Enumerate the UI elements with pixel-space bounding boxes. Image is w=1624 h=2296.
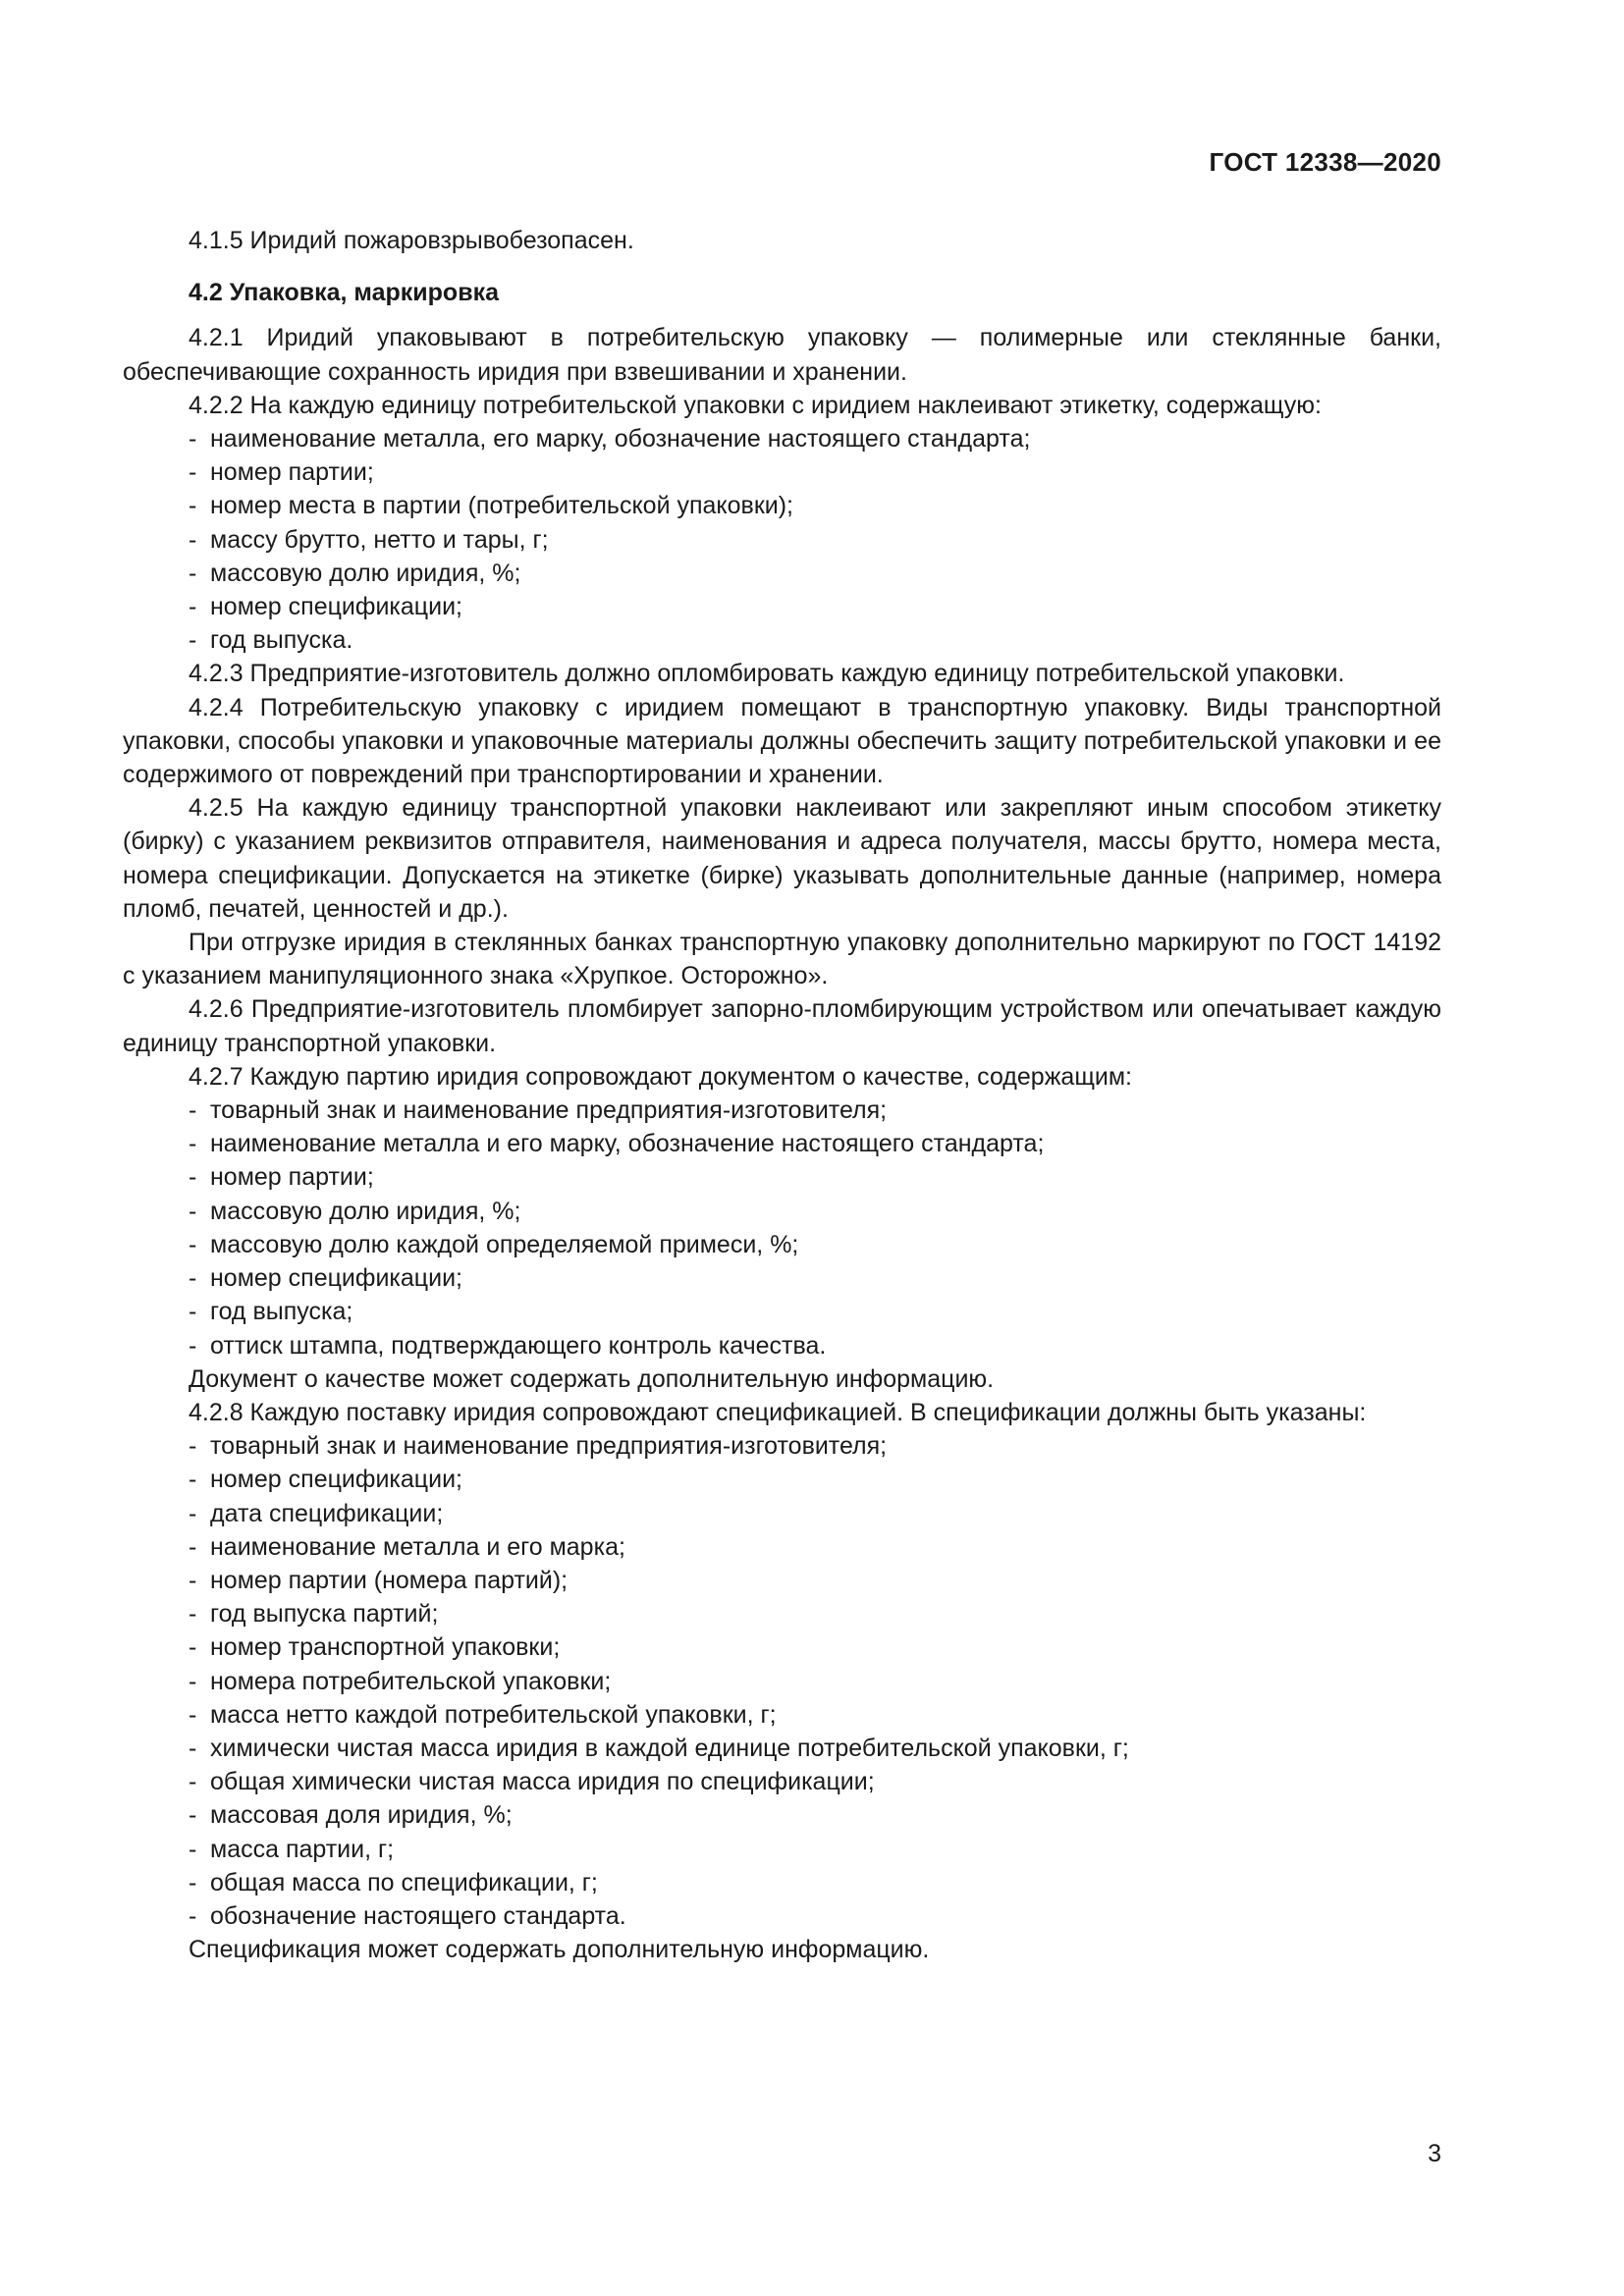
list-item <box>123 1497 1441 1530</box>
list-dash: - <box>189 1230 197 1258</box>
document-id: ГОСТ 12338—2020 <box>1209 147 1441 177</box>
paragraph-4-2-6: 4.2.6 Предприятие-изготовитель пломбирует запорно-пломбирующим устройством или опечатывает каждую единицу транспортной упаковки. <box>123 995 1441 1057</box>
list-dash: - <box>189 1868 197 1896</box>
paragraph-4-2-8: 4.2.8 Каждую поставку иридия сопровождают спецификацией. В спецификации должны быть указаны: <box>189 1398 1367 1426</box>
paragraph-specification: Спецификация может содержать дополнительную информацию. <box>189 1936 930 1964</box>
list-dash: - <box>189 1835 197 1863</box>
list-dash: - <box>189 1633 197 1662</box>
list-item <box>123 1127 1441 1160</box>
paragraph-4-2-3: 4.2.3 Предприятие-изготовитель должно опломбировать каждую единицу потребительской упаковки. <box>189 660 1345 688</box>
list-item-text: номер спецификации; <box>210 593 462 621</box>
list-item <box>123 1329 1441 1362</box>
list-item-text: номер партии (номера партий); <box>210 1566 568 1594</box>
list-item-text: массовую долю иридия, %; <box>210 1197 521 1225</box>
list-item <box>123 590 1441 623</box>
list-4-2-7 <box>123 1094 1441 1362</box>
list-item-text: массовая доля иридия, %; <box>210 1801 513 1830</box>
list-item-text: масса нетто каждой потребительской упаковки, г; <box>210 1700 777 1729</box>
list-dash: - <box>189 1466 197 1494</box>
list-dash: - <box>189 1331 197 1360</box>
section-title-4-2: 4.2 Упаковка, маркировка <box>189 279 499 307</box>
list-dash: - <box>189 1197 197 1225</box>
paragraph-4-1-5: 4.1.5 Иридий пожаровзрывобезопасен. <box>189 227 634 254</box>
list-item-text: номер транспортной упаковки; <box>210 1633 561 1662</box>
list-dash: - <box>189 492 197 520</box>
list-item <box>123 1630 1441 1664</box>
list-dash: - <box>189 1432 197 1461</box>
paragraph-4-2-7: 4.2.7 Каждую партию иридия сопровождают документом о качестве, содержащим: <box>189 1062 1132 1091</box>
list-item <box>123 422 1441 455</box>
page-number: 3 <box>1428 2140 1441 2167</box>
list-dash: - <box>189 559 197 587</box>
list-item <box>123 1833 1441 1866</box>
list-dash: - <box>189 1700 197 1729</box>
document-body <box>123 224 1441 1966</box>
list-item <box>123 1698 1441 1732</box>
list-item <box>123 523 1441 557</box>
list-item <box>123 1866 1441 1899</box>
list-dash: - <box>189 593 197 621</box>
list-dash: - <box>189 1264 197 1293</box>
list-item-text: химически чистая масса иридия в каждой единице потребительской упаковки, г; <box>210 1734 1129 1762</box>
list-item-text: год выпуска; <box>210 1298 353 1326</box>
list-item <box>123 1530 1441 1564</box>
list-item <box>123 1463 1441 1496</box>
list-item <box>123 455 1441 489</box>
list-item <box>123 1261 1441 1295</box>
list-item <box>123 557 1441 590</box>
list-item <box>123 1732 1441 1765</box>
list-4-2-2 <box>123 422 1441 657</box>
list-item-text: наименование металла и его марка; <box>210 1532 625 1561</box>
list-dash: - <box>189 1532 197 1561</box>
list-item-text: товарный знак и наименование предприятия-изготовителя; <box>210 1432 888 1461</box>
list-item <box>123 1765 1441 1798</box>
list-dash: - <box>189 1734 197 1762</box>
list-item-text: номера потребительской упаковки; <box>210 1667 612 1695</box>
list-item <box>123 1665 1441 1698</box>
list-item-text: массовую долю иридия, %; <box>210 559 521 587</box>
list-item-text: массовую долю каждой определяемой примеси, %; <box>210 1230 799 1258</box>
list-item-text: номер партии; <box>210 1163 374 1192</box>
list-item-text: общая масса по спецификации, г; <box>210 1868 598 1896</box>
list-item <box>123 1899 1441 1933</box>
paragraph-glass-shipping: При отгрузке иридия в стеклянных банках транспортную упаковку дополнительно маркируют по ГОСТ 14192 с указанием манипуляционного знака «Хрупкое. Осторожно». <box>123 929 1441 990</box>
paragraph-4-2-2: 4.2.2 На каждую единицу потребительской упаковки с иридием наклеивают этикетку, содержащую: <box>189 391 1322 419</box>
list-item-text: номер места в партии (потребительской упаковки); <box>210 492 793 520</box>
list-dash: - <box>189 1130 197 1158</box>
list-dash: - <box>189 1566 197 1594</box>
list-item <box>123 1295 1441 1328</box>
list-item-text: номер спецификации; <box>210 1466 462 1494</box>
list-dash: - <box>189 1499 197 1527</box>
list-item-text: дата спецификации; <box>210 1499 444 1527</box>
list-item-text: товарный знак и наименование предприятия-изготовителя; <box>210 1096 888 1125</box>
list-dash: - <box>189 1901 197 1930</box>
list-item-text: год выпуска. <box>210 626 353 655</box>
list-item-text: масса партии, г; <box>210 1835 395 1863</box>
list-item <box>123 1195 1441 1228</box>
list-item <box>123 489 1441 522</box>
list-dash: - <box>189 1768 197 1796</box>
paragraph-4-2-4: 4.2.4 Потребительскую упаковку с иридием помещают в транспортную упаковку. Виды транспортной упаковки, способы упаковки и упаковочные материалы должны обеспечить защиту потребительской упаковки и ее содержимого от повреждений при транспортировании и хранении. <box>123 693 1441 789</box>
list-dash: - <box>189 425 197 454</box>
paragraph-4-2-1: 4.2.1 Иридий упаковывают в потребительскую упаковку — полимерные или стеклянные банки, обеспечивающие сохранность иридия при взвешивании и хранении. <box>123 324 1441 386</box>
list-dash: - <box>189 1667 197 1695</box>
list-item-text: оттиск штампа, подтверждающего контроль качества. <box>210 1331 827 1360</box>
list-dash: - <box>189 1298 197 1326</box>
list-4-2-8 <box>123 1429 1441 1933</box>
list-item <box>123 1597 1441 1630</box>
list-item-text: номер партии; <box>210 458 374 487</box>
list-item <box>123 1228 1441 1261</box>
list-item-text: номер спецификации; <box>210 1264 462 1293</box>
list-dash: - <box>189 525 197 554</box>
list-dash: - <box>189 1801 197 1830</box>
list-dash: - <box>189 626 197 655</box>
list-item-text: массу брутто, нетто и тары, г; <box>210 525 549 554</box>
list-item <box>123 1160 1441 1194</box>
list-item-text: обозначение настоящего стандарта. <box>210 1901 626 1930</box>
list-item-text: наименование металла, его марку, обозначение настоящего стандарта; <box>210 425 1031 454</box>
list-item <box>123 1564 1441 1597</box>
list-dash: - <box>189 1600 197 1629</box>
list-item <box>123 1429 1441 1463</box>
list-dash: - <box>189 1096 197 1125</box>
list-item-text: общая химически чистая масса иридия по спецификации; <box>210 1768 875 1796</box>
list-item-text: наименование металла и его марку, обозначение настоящего стандарта; <box>210 1130 1045 1158</box>
paragraph-quality-doc: Документ о качестве может содержать дополнительную информацию. <box>189 1364 995 1393</box>
list-dash: - <box>189 458 197 487</box>
list-item <box>123 1094 1441 1127</box>
list-item <box>123 1798 1441 1832</box>
list-item-text: год выпуска партий; <box>210 1600 439 1629</box>
list-dash: - <box>189 1163 197 1192</box>
paragraph-4-2-5: 4.2.5 На каждую единицу транспортной упаковки наклеивают или закрепляют иным способом этикетку (бирку) с указанием реквизитов отправителя, наименования и адреса получателя, массы брутто, номера места, номера спецификации. Допускается на этикетке (бирке) указывать дополнительные данные (например, номера пломб, печатей, ценностей и др.). <box>123 794 1441 923</box>
list-item <box>123 623 1441 657</box>
